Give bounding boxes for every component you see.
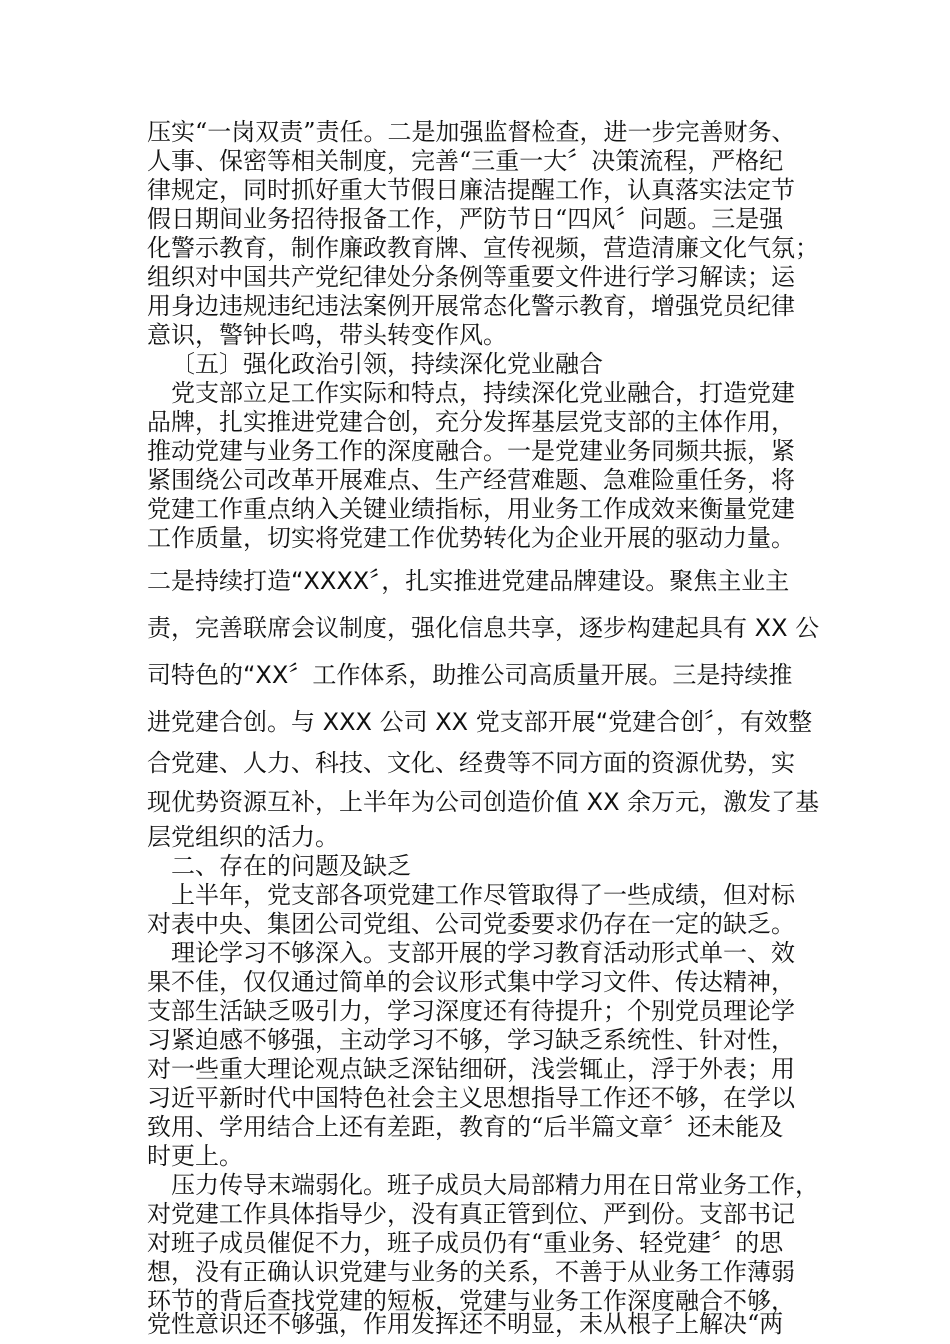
- text-line: 意识，警钟长鸣，带头转变作风。: [147, 321, 507, 349]
- text-line: 司特色的“XX〞工作体系，助推公司高质量开展。三是持续推: [147, 661, 793, 689]
- text-line: 党性意识还不够强，作用发挥还不明显，未从根子上解决“两: [147, 1310, 784, 1338]
- text-line: 压力传导末端弱化。班子成员大局部精力用在日常业务工作，: [171, 1171, 819, 1199]
- text-line: 进党建合创。与 XXX 公司 XX 党支部开展“党建合创〞，有效整: [147, 708, 813, 736]
- text-line: 现优势资源互补，上半年为公司创造价值 XX 余万元，激发了基: [147, 788, 820, 816]
- text-line: 时更上。: [147, 1142, 243, 1170]
- text-line: 人事、保密等相关制度，完善“三重一大〞决策流程，严格纪: [147, 147, 784, 175]
- text-line: 党建工作重点纳入关键业绩指标，用业务工作成效来衡量党建: [147, 495, 795, 523]
- text-line: 习近平新时代中国特色社会主义思想指导工作还不够，在学以: [147, 1084, 795, 1112]
- text-line: 上半年，党支部各项党建工作尽管取得了一些成绩，但对标: [171, 881, 795, 909]
- text-line: 支部生活缺乏吸引力，学习深度还有待提升；个别党员理论学: [147, 997, 795, 1025]
- text-line: 对党建工作具体指导少，没有真正管到位、严到份。支部书记: [147, 1200, 795, 1228]
- text-line: 紧围绕公司改革开展难点、生产经营难题、急难险重任务，将: [147, 466, 795, 494]
- text-line: 工作质量，切实将党建工作优势转化为企业开展的驱动力量。: [147, 524, 795, 552]
- text-line: 致用、学用结合上还有差距，教育的“后半篇文章〞还未能及: [147, 1113, 784, 1141]
- text-line: 环节的背后查找党建的短板，党建与业务工作深度融合不够，: [147, 1287, 795, 1315]
- text-line: 对表中央、集团公司党组、公司党委要求仍存在一定的缺乏。: [147, 910, 795, 938]
- section-heading: 〔五〕强化政治引领，持续深化党业融合: [171, 350, 603, 378]
- text-line: 对一些重大理论观点缺乏深钻细研，浅尝辄止，浮于外表；用: [147, 1055, 795, 1083]
- text-line: 理论学习不够深入。支部开展的学习教育活动形式单一、效: [171, 939, 795, 967]
- text-line: 推动党建与业务工作的深度融合。一是党建业务同频共振，紧: [147, 437, 795, 465]
- text-line: 律规定，同时抓好重大节假日廉洁提醒工作，认真落实法定节: [147, 176, 795, 204]
- text-line: 假日期间业务招待报备工作，严防节日“四风〞问题。三是强: [147, 205, 784, 233]
- text-line: 习紧迫感不够强，主动学习不够，学习缺乏系统性、针对性，: [147, 1026, 795, 1054]
- text-line: 对班子成员催促不力，班子成员仍有“重业务、轻党建〞的思: [147, 1229, 784, 1257]
- text-line: 组织对中国共产党纪律处分条例等重要文件进行学习解读；运: [147, 263, 795, 291]
- text-line: 用身边违规违纪违法案例开展常态化警示教育，增强党员纪律: [147, 292, 795, 320]
- text-line: 化警示教育，制作廉政教育牌、宣传视频，营造清廉文化气氛；: [147, 234, 819, 262]
- text-line: 责，完善联席会议制度，强化信息共享，逐步构建起具有 XX 公: [147, 614, 820, 642]
- text-line: 品牌，扎实推进党建合创，充分发挥基层党支部的主体作用，: [147, 408, 795, 436]
- text-line: 压实“一岗双责”责任。二是加强监督检查，进一步完善财务、: [147, 118, 796, 146]
- text-line: 层党组织的活力。: [147, 823, 339, 851]
- text-line: 党支部立足工作实际和特点，持续深化党业融合，打造党建: [171, 379, 795, 407]
- text-line: 二是持续打造“XXXX〞，扎实推进党建品牌建设。聚焦主业主: [147, 567, 790, 595]
- section-heading: 二、存在的问题及缺乏: [171, 852, 411, 880]
- text-line: 果不佳，仅仅通过简单的会议形式集中学习文件、传达精神，: [147, 968, 795, 996]
- text-line: 想，没有正确认识党建与业务的关系，不善于从业务工作薄弱: [147, 1258, 795, 1286]
- text-line: 合党建、人力、科技、文化、经费等不同方面的资源优势，实: [147, 749, 795, 777]
